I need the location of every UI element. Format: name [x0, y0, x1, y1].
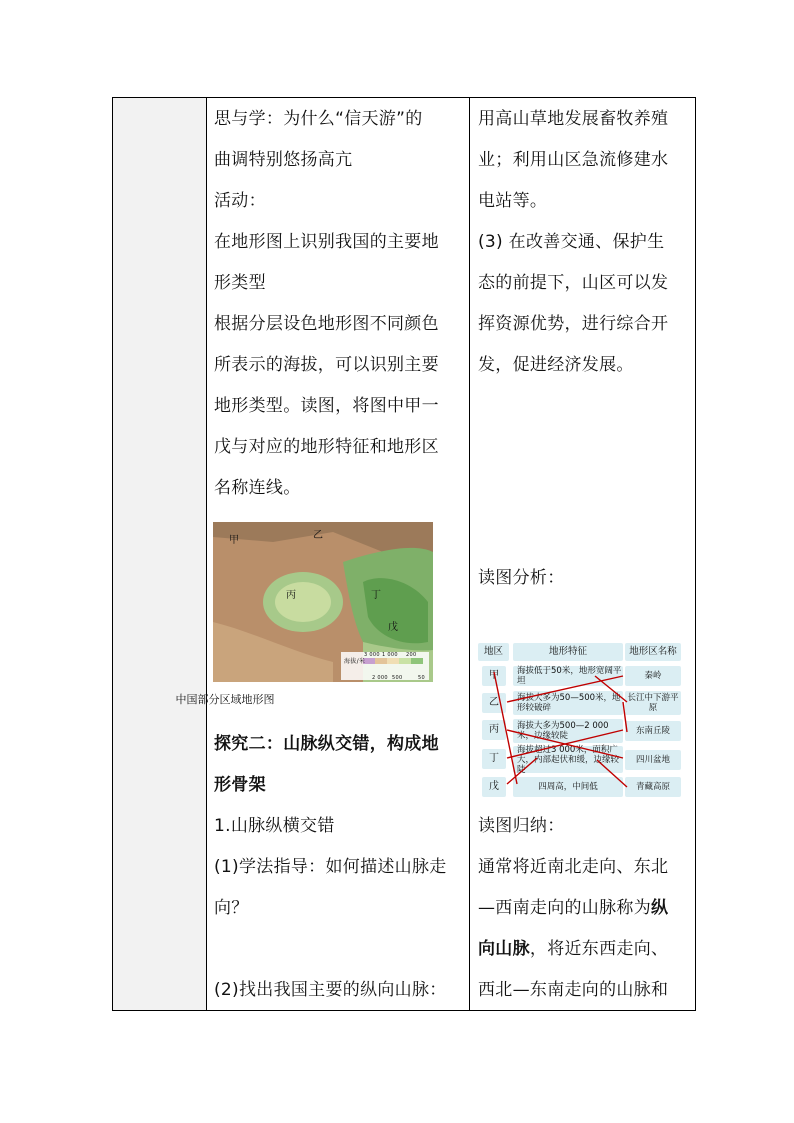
connector-line: [494, 672, 517, 784]
map-legend-title: 海拔/米: [344, 658, 366, 665]
section-heading: 探究二：山脉纵交错，构成地: [214, 734, 439, 754]
map-label: 丙: [286, 590, 297, 601]
matching-diagram: [477, 642, 683, 802]
text-line: [478, 896, 668, 920]
connector-line: [507, 676, 623, 702]
text-line: 业；利用山区急流修建水: [478, 150, 669, 170]
diagram-name: 四川盆地: [625, 750, 681, 770]
connector-line: [623, 702, 627, 732]
diagram-feature: 四周高，中间低: [513, 777, 623, 797]
bold-term: 纵: [651, 898, 669, 918]
map-label: 丁: [371, 590, 382, 601]
text-line: 1.山脉纵横交错: [214, 816, 335, 836]
text-line: (3) 在改善交通、保护生: [478, 232, 665, 252]
map-legend-tick: 2 000: [372, 675, 388, 681]
text-line: 活动：: [214, 191, 266, 211]
section-heading: 形骨架: [214, 775, 266, 795]
text-line: 根据分层设色地形图不同颜色: [214, 314, 439, 334]
diagram-key: 丁: [482, 749, 506, 769]
text-line: 挥资源优势，进行综合开: [478, 314, 669, 334]
diagram-name: 秦岭: [625, 666, 681, 686]
diagram-key: 甲: [482, 666, 506, 686]
diagram-name: 东南丘陵: [625, 721, 681, 741]
table-column-1: [113, 98, 207, 1010]
text-line: [478, 937, 668, 961]
map-label: 乙: [313, 530, 324, 541]
connector-line: [597, 760, 627, 787]
map-legend-tick: 500: [392, 675, 403, 681]
diagram-name: 长江中下游平原: [625, 691, 681, 715]
text-line: (2)找出我国主要的纵向山脉：: [214, 980, 447, 1000]
diagram-feature: 海拔超过3 000米，面积广大，内部起伏和缓，边缘较陡: [513, 746, 623, 773]
connector-line: [507, 758, 537, 784]
terrain-map: [213, 522, 433, 682]
diagram-feature: 海拔大多为50—500米，地形较破碎: [513, 691, 623, 715]
map-label: 戊: [388, 622, 399, 633]
text-line: 读图归纳：: [478, 816, 565, 836]
text-line: 通常将近南北走向、东北: [478, 857, 669, 877]
text-line: 在地形图上识别我国的主要地: [214, 232, 439, 252]
connector-lines: [477, 642, 683, 802]
text-line: 态的前提下，山区可以发: [478, 273, 669, 293]
text-line: 用高山草地发展畜牧养殖: [478, 109, 669, 129]
diagram-feature: 海拔低于50米，地形宽阔平坦: [513, 666, 623, 686]
text-span: ，将近东西走向、: [529, 939, 669, 959]
text-line: 西北—东南走向的山脉和: [478, 980, 669, 1000]
text-line: (1)学法指导：如何描述山脉走: [214, 857, 447, 877]
text-line: 形类型: [214, 273, 266, 293]
map-legend-tick: 3 000: [364, 652, 380, 658]
diagram-feature: 海拔大多为500—2 000米，边缘较陡: [513, 719, 623, 743]
diagram-key: 戊: [482, 777, 506, 797]
text-line: 读图分析：: [478, 568, 565, 588]
diagram-header: 地形区名称: [625, 643, 681, 661]
text-line: 向？: [214, 898, 249, 918]
text-span: —西南走向的山脉称为: [478, 898, 651, 918]
text-line: 地形类型。读图，将图中甲一: [214, 396, 439, 416]
diagram-header: 地形特征: [513, 643, 623, 661]
text-line: 思与学：为什么“信天游”的: [214, 109, 423, 129]
text-line: 曲调特别悠扬高亢: [214, 150, 353, 170]
text-line: 所表示的海拔，可以识别主要: [214, 355, 439, 375]
bold-term: 向山脉: [478, 939, 530, 959]
map-caption: 中国部分区域地形图: [175, 693, 275, 706]
diagram-header: 地区: [478, 643, 509, 661]
diagram-name: 青藏高原: [625, 777, 681, 797]
diagram-key: 丙: [482, 720, 506, 740]
map-label: 甲: [229, 535, 240, 546]
connector-line: [595, 676, 627, 702]
diagram-key: 乙: [482, 693, 506, 713]
text-line: 电站等。: [478, 191, 548, 211]
map-legend-tick: 200: [406, 652, 417, 658]
map-legend-tick: 50: [418, 675, 425, 681]
text-line: 名称连线。: [214, 478, 301, 498]
map-legend-tick: 1 000: [382, 652, 398, 658]
text-line: 戊与对应的地形特征和地形区: [214, 437, 439, 457]
text-line: 发，促进经济发展。: [478, 355, 634, 375]
